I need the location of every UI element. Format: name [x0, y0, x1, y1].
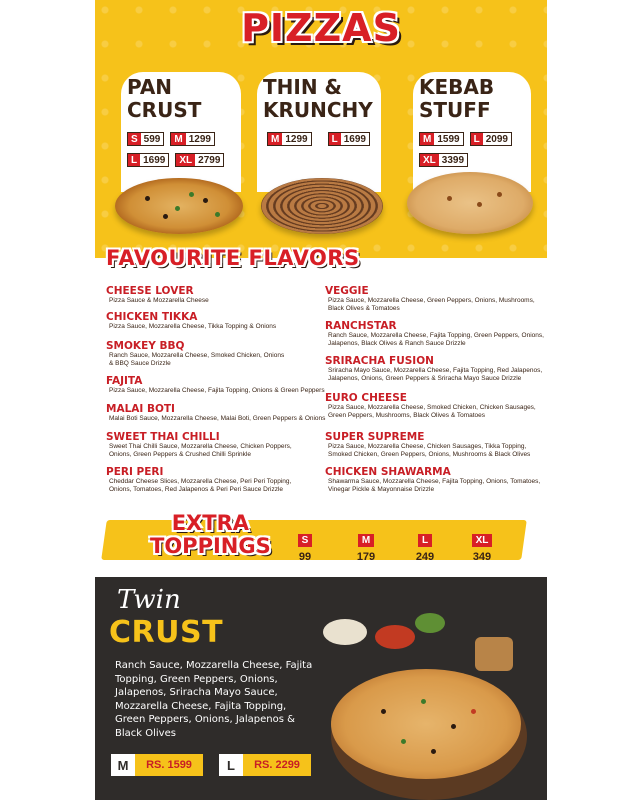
price-tag: [267, 132, 312, 146]
price-row: [267, 132, 370, 146]
flavor-item: [106, 375, 326, 395]
flavor-name: RANCHSTAR: [325, 320, 397, 332]
price-value: 1299: [285, 133, 308, 145]
twin-price-medium: [111, 754, 203, 776]
kebab-pizza-image: [407, 172, 533, 234]
twin-crust-section: [95, 577, 547, 800]
pepper: [175, 206, 180, 211]
size-label: L: [219, 754, 243, 776]
topping-price: [346, 530, 386, 563]
price-tag: [127, 132, 164, 146]
olive: [163, 214, 168, 219]
crust-name: PAN CRUST: [127, 75, 202, 122]
price-value: RS. 2299: [243, 754, 311, 776]
price-value: 1699: [143, 154, 166, 166]
flavor-item: [325, 466, 545, 494]
flavor-name: CHICKEN TIKKA: [106, 311, 198, 323]
flavor-item: [325, 431, 545, 459]
price-value: 1299: [188, 133, 211, 145]
price-value: 99: [298, 551, 312, 563]
size-label: S: [298, 534, 313, 547]
flavor-desc: Ranch Sauce, Mozzarella Cheese, Fajita Topping, Green Peppers, Onions, Jalapenos, Black Olives & Ranch Sauce Drizzle: [328, 332, 544, 347]
size-label: XL: [420, 154, 439, 166]
flavor-name: MALAI BOTI: [106, 403, 175, 415]
size-label: M: [171, 133, 185, 145]
flavor-name: SWEET THAI CHILLI: [106, 431, 220, 443]
flavor-desc: Sriracha Mayo Sauce, Mozzarella Cheese, Fajita Topping, Red Jalapenos, Jalapenos, Onions, Green Peppers & Sriracha Mayo Sauce Drizzle: [328, 367, 543, 382]
extra-toppings-title: [150, 512, 271, 558]
size-label: M: [268, 133, 282, 145]
size-label: XL: [176, 154, 195, 166]
price-value: 599: [143, 133, 161, 145]
price-value: 1599: [437, 133, 460, 145]
size-label: M: [111, 754, 135, 776]
olive: [431, 749, 436, 754]
pepper: [189, 192, 194, 197]
pepper: [421, 699, 426, 704]
flavor-name: FAJITA: [106, 375, 143, 387]
size-label: M: [358, 534, 374, 547]
topping-price: [285, 530, 325, 563]
flavor-name: EURO CHEESE: [325, 392, 407, 404]
flavor-name: CHICKEN SHAWARMA: [325, 466, 451, 478]
twin-crust-description: Ranch Sauce, Mozzarella Cheese, Fajita Topping, Green Peppers, Onions, Jalapenos, Sriracha Mayo Sauce, Mozzarella Cheese, Fajita Topping, Green Peppers, Onions, Jalapenos & Black Olives: [115, 660, 313, 739]
flavor-item: [325, 285, 545, 313]
size-label: S: [128, 133, 141, 145]
price-value: 1699: [343, 133, 366, 145]
price-value: RS. 1599: [135, 754, 203, 776]
price-value: 2099: [485, 133, 508, 145]
twin-script-title: Twin: [117, 585, 181, 615]
pepper-mill: [475, 637, 513, 671]
olive: [381, 709, 386, 714]
flavor-desc: Malai Boti Sauce, Mozzarella Cheese, Malai Boti, Green Peppers & Onions: [109, 415, 326, 422]
flavor-desc: Pizza Sauce, Mozzarella Cheese, Tikka Topping & Onions: [109, 323, 277, 330]
crust-name: KEBAB STUFF: [419, 75, 495, 122]
flavor-name: CHEESE LOVER: [106, 285, 194, 297]
size-label: L: [128, 154, 140, 166]
sauce-bowl: [323, 619, 367, 645]
favourites-title: FAVOURITE FLAVORS: [106, 246, 360, 270]
flavor-item: [325, 320, 545, 348]
flavor-name: PERI PERI: [106, 466, 164, 478]
size-label: M: [420, 133, 434, 145]
flavor-item: [325, 392, 545, 420]
flavor-item: [106, 431, 312, 459]
olive: [145, 196, 150, 201]
topping-price: [405, 530, 445, 563]
price-value: 2799: [198, 154, 221, 166]
price-value: 3399: [441, 154, 465, 166]
price-tag: [419, 153, 468, 167]
price-tag: [127, 153, 169, 167]
pepper: [401, 739, 406, 744]
flavor-item: [106, 311, 326, 331]
flavor-name: VEGGIE: [325, 285, 369, 297]
price-value: 249: [415, 551, 435, 563]
flavor-desc: Ranch Sauce, Mozzarella Cheese, Smoked Chicken, Onions & BBQ Sauce Drizzle: [109, 352, 285, 367]
flavor-desc: Sweet Thai Chilli Sauce, Mozzarella Cheese, Chicken Poppers, Onions, Green Peppers & Crushed Chilli Sprinkle: [109, 443, 292, 458]
twin-crust-title: CRUST: [109, 615, 224, 650]
flavor-name: SUPER SUPREME: [325, 431, 425, 443]
flavor-desc: Pizza Sauce, Mozzarella Cheese, Fajita Topping, Onions & Green Peppers: [109, 387, 325, 394]
price-tag: [328, 132, 370, 146]
flavor-desc: Pizza Sauce, Mozzarella Cheese, Green Peppers, Onions, Mushrooms, Black Olives & Tomatoes: [328, 297, 535, 312]
flavor-item: [106, 466, 312, 494]
twin-crust-pizza-image: [331, 669, 521, 779]
extra-title-line1: EXTRA: [171, 511, 249, 535]
flavor-item: [106, 285, 326, 305]
crust-name: THIN & KRUNCHY: [263, 75, 373, 122]
price-row: [419, 153, 468, 167]
flavor-item: [106, 403, 326, 423]
twin-price-large: [219, 754, 311, 776]
flavor-desc: Pizza Sauce & Mozzarella Cheese: [109, 297, 209, 304]
topping: [447, 196, 452, 201]
flavor-desc: Pizza Sauce, Mozzarella Cheese, Chicken Sausages, Tikka Topping, Smoked Chicken, Green Peppers, Onions, Mushrooms & Black Olives: [328, 443, 531, 458]
price-tag: [170, 132, 215, 146]
flavor-desc: Cheddar Cheese Slices, Mozzarella Cheese, Peri Peri Topping, Onions, Tomatoes, Red Jalapenos & Peri Peri Sauce Drizzle: [109, 478, 292, 493]
price-row: [127, 132, 215, 146]
pepper: [215, 212, 220, 217]
flavor-name: SRIRACHA FUSION: [325, 355, 434, 367]
topping-price: [462, 530, 502, 563]
size-label: L: [418, 534, 432, 547]
price-row: [419, 132, 512, 146]
pizzas-section: [95, 0, 547, 258]
flavor-desc: Shawarma Sauce, Mozzarella Cheese, Fajita Topping, Onions, Tomatoes, Vinegar Pickle & Mayonnaise Drizzle: [328, 478, 541, 493]
crust-card-thin: [257, 72, 381, 192]
size-label: L: [471, 133, 483, 145]
flavor-desc: Pizza Sauce, Mozzarella Cheese, Smoked Chicken, Chicken Sausages, Green Peppers, Mushrooms, Black Olives & Tomatoes: [328, 404, 536, 419]
price-tag: [175, 153, 224, 167]
flavor-item: [106, 340, 286, 368]
flavor-name: SMOKEY BBQ: [106, 340, 185, 352]
topping: [497, 192, 502, 197]
size-label: L: [329, 133, 341, 145]
flavor-item: [325, 355, 545, 383]
sauce-bowl: [375, 625, 415, 649]
olive: [451, 724, 456, 729]
olive: [203, 198, 208, 203]
price-value: 179: [356, 551, 376, 563]
crust-card-pan: [121, 72, 241, 192]
pan-pizza-image: [115, 178, 243, 234]
price-value: 349: [472, 551, 492, 563]
extra-title-line2: TOPPINGS: [150, 534, 271, 558]
thin-pizza-image: [261, 178, 383, 234]
price-tag: [419, 132, 464, 146]
topping: [477, 202, 482, 207]
price-tag: [470, 132, 512, 146]
page-title: PIZZAS: [241, 6, 401, 50]
price-row: [127, 153, 224, 167]
herb-bowl: [415, 613, 445, 633]
jalapeno: [471, 709, 476, 714]
size-label: XL: [472, 534, 493, 547]
